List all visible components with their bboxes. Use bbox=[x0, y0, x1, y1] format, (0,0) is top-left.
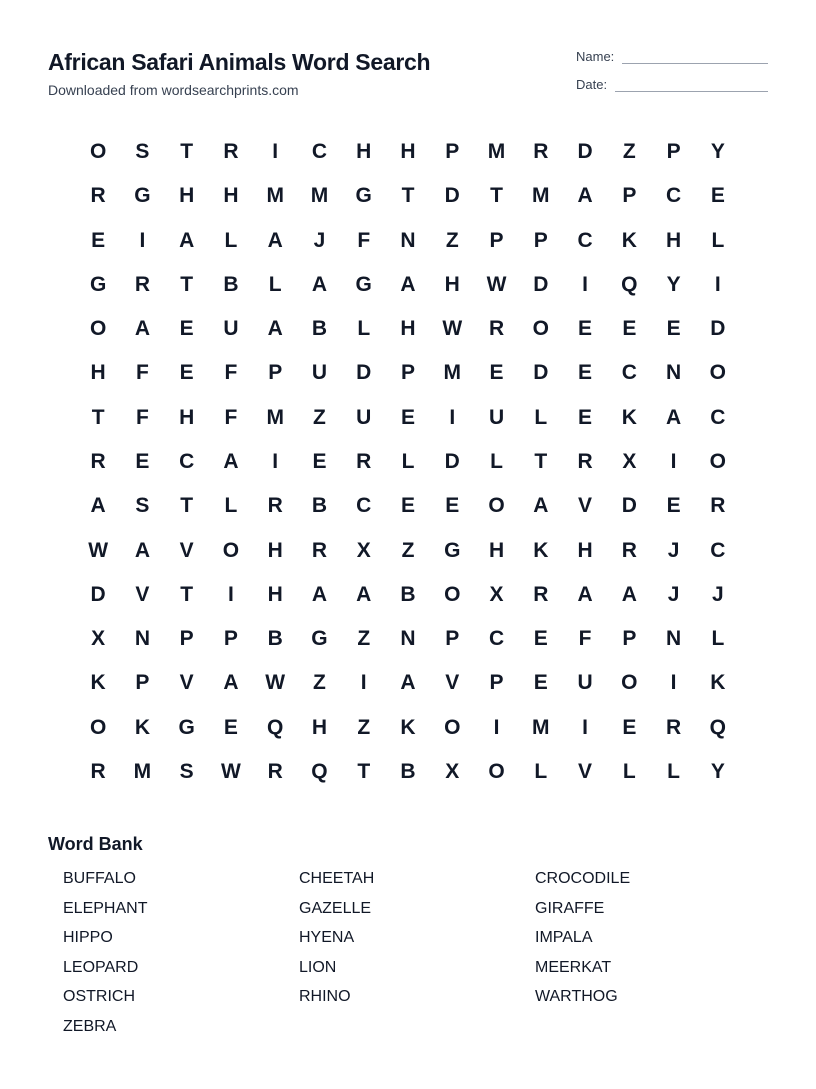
grid-cell[interactable]: H bbox=[488, 538, 505, 562]
grid-cell[interactable]: P bbox=[179, 627, 194, 651]
grid-cell[interactable]: L bbox=[667, 759, 680, 783]
grid-cell[interactable]: T bbox=[180, 494, 194, 518]
grid-cell[interactable]: R bbox=[267, 759, 283, 783]
grid-cell[interactable]: J bbox=[667, 582, 680, 606]
grid-cell[interactable]: Z bbox=[445, 228, 459, 252]
grid-cell[interactable]: N bbox=[666, 627, 682, 651]
word-bank-item: GAZELLE bbox=[299, 899, 372, 917]
grid-cell[interactable]: D bbox=[710, 317, 726, 341]
grid-cell[interactable]: H bbox=[311, 715, 328, 739]
grid-cell[interactable]: Y bbox=[710, 140, 725, 164]
grid-cell[interactable]: P bbox=[223, 627, 238, 651]
grid-cell[interactable]: R bbox=[533, 140, 549, 164]
grid-cell[interactable]: A bbox=[621, 582, 637, 606]
word-bank-item: RHINO bbox=[299, 988, 351, 1006]
grid-cell[interactable]: X bbox=[489, 582, 504, 606]
grid-cell[interactable]: U bbox=[223, 317, 239, 341]
grid-cell[interactable]: O bbox=[709, 361, 727, 385]
grid-cell[interactable]: H bbox=[356, 140, 372, 164]
grid-cell[interactable]: P bbox=[622, 627, 637, 651]
grid-cell[interactable]: K bbox=[400, 715, 416, 739]
grid-cell[interactable]: V bbox=[179, 671, 194, 695]
grid-cell[interactable]: O bbox=[89, 715, 107, 739]
grid-cell[interactable]: I bbox=[272, 449, 279, 473]
grid-cell[interactable]: A bbox=[400, 272, 416, 296]
grid-cell[interactable]: E bbox=[91, 228, 106, 252]
grid-cell[interactable]: J bbox=[712, 582, 724, 606]
grid-cell[interactable]: V bbox=[179, 538, 194, 562]
grid-cell[interactable]: E bbox=[312, 449, 327, 473]
grid-cell[interactable]: P bbox=[622, 184, 637, 208]
grid-cell[interactable]: B bbox=[400, 582, 416, 606]
grid-cell[interactable]: G bbox=[355, 272, 372, 296]
grid-cell[interactable]: W bbox=[265, 671, 286, 695]
grid-cell[interactable]: Y bbox=[666, 272, 681, 296]
grid-cell[interactable]: P bbox=[489, 228, 504, 252]
grid-cell[interactable]: B bbox=[311, 494, 328, 518]
grid-cell[interactable]: E bbox=[489, 361, 504, 385]
grid-cell[interactable]: A bbox=[400, 671, 416, 695]
grid-cell[interactable]: W bbox=[221, 759, 241, 783]
grid-cell[interactable]: D bbox=[533, 272, 549, 296]
grid-cell[interactable]: I bbox=[670, 671, 677, 695]
grid-cell[interactable]: M bbox=[310, 184, 329, 208]
grid-cell[interactable]: V bbox=[578, 494, 593, 518]
grid-cell[interactable]: A bbox=[134, 317, 150, 341]
date-label: Date: bbox=[576, 77, 608, 92]
grid-cell[interactable]: O bbox=[488, 759, 505, 783]
grid-cell[interactable]: X bbox=[356, 538, 371, 562]
grid-cell[interactable]: D bbox=[444, 449, 460, 473]
grid-cell[interactable]: W bbox=[486, 272, 507, 296]
grid-cell[interactable]: J bbox=[667, 538, 680, 562]
grid-cell[interactable]: H bbox=[179, 184, 195, 208]
grid-cell[interactable]: U bbox=[356, 405, 372, 429]
grid-cell[interactable]: C bbox=[356, 494, 372, 518]
grid-cell[interactable]: Q bbox=[311, 759, 328, 783]
grid-cell[interactable]: R bbox=[223, 140, 239, 164]
grid-cell[interactable]: A bbox=[223, 449, 239, 473]
grid-cell[interactable]: X bbox=[622, 449, 637, 473]
grid-cell[interactable]: E bbox=[135, 449, 150, 473]
grid-cell[interactable]: A bbox=[577, 184, 593, 208]
grid-cell[interactable]: U bbox=[311, 361, 328, 385]
grid-cell[interactable]: B bbox=[311, 317, 328, 341]
grid-cell[interactable]: V bbox=[135, 582, 150, 606]
grid-cell[interactable]: A bbox=[577, 582, 593, 606]
grid-cell[interactable]: O bbox=[444, 582, 461, 606]
word-bank-item: GIRAFFE bbox=[535, 899, 605, 917]
word-bank-item: WARTHOG bbox=[535, 988, 618, 1006]
grid-cell[interactable]: F bbox=[578, 627, 592, 651]
grid-cell[interactable]: T bbox=[534, 449, 548, 473]
grid-cell[interactable]: H bbox=[223, 184, 239, 208]
grid-cell[interactable]: L bbox=[224, 228, 238, 252]
grid-cell[interactable]: M bbox=[133, 759, 152, 783]
grid-cell[interactable]: H bbox=[666, 228, 682, 252]
grid-cell[interactable]: R bbox=[90, 449, 106, 473]
date-field bbox=[576, 74, 768, 92]
grid-cell[interactable]: L bbox=[622, 759, 636, 783]
grid-cell[interactable]: E bbox=[578, 361, 593, 385]
grid-cell[interactable]: F bbox=[135, 361, 149, 385]
grid-cell[interactable]: Z bbox=[357, 715, 371, 739]
grid-cell[interactable]: F bbox=[224, 405, 238, 429]
grid-cell[interactable]: M bbox=[266, 184, 284, 208]
grid-cell[interactable]: P bbox=[533, 228, 548, 252]
grid-cell[interactable]: A bbox=[267, 228, 283, 252]
grid-cell[interactable]: P bbox=[666, 140, 681, 164]
grid-cell[interactable]: C bbox=[710, 538, 726, 562]
grid-cell[interactable]: N bbox=[400, 228, 416, 252]
word-bank-item: MEERKAT bbox=[535, 958, 612, 976]
grid-cell[interactable]: K bbox=[710, 671, 726, 695]
grid-cell[interactable]: V bbox=[445, 671, 460, 695]
grid-cell[interactable]: W bbox=[442, 317, 463, 341]
word-bank-item: LION bbox=[299, 958, 337, 976]
grid-cell[interactable]: O bbox=[89, 317, 107, 341]
word-bank bbox=[63, 868, 771, 1046]
grid-cell[interactable]: I bbox=[228, 582, 234, 606]
name-field bbox=[576, 46, 768, 64]
grid-cell[interactable]: E bbox=[710, 184, 725, 208]
grid-cell[interactable]: F bbox=[357, 228, 371, 252]
grid-cell[interactable]: H bbox=[267, 538, 283, 562]
grid-cell[interactable]: G bbox=[89, 272, 107, 296]
grid-cell[interactable]: T bbox=[490, 184, 503, 208]
grid-cell[interactable]: E bbox=[666, 494, 681, 518]
grid-cell[interactable]: Q bbox=[267, 715, 284, 739]
grid-cell[interactable]: H bbox=[400, 140, 416, 164]
grid-cell[interactable]: V bbox=[578, 759, 593, 783]
grid-cell[interactable]: I bbox=[582, 272, 588, 296]
grid-cell[interactable]: Q bbox=[621, 272, 638, 296]
grid-cell[interactable]: L bbox=[490, 449, 503, 473]
letter-grid bbox=[76, 130, 740, 794]
grid-cell[interactable]: B bbox=[223, 272, 239, 296]
grid-cell[interactable]: Q bbox=[709, 715, 727, 739]
grid-cell[interactable]: A bbox=[223, 671, 239, 695]
grid-cell[interactable]: O bbox=[621, 671, 638, 695]
grid-cell[interactable]: O bbox=[444, 715, 461, 739]
grid-cell[interactable]: Y bbox=[710, 759, 725, 783]
grid-cell[interactable]: A bbox=[666, 405, 682, 429]
word-bank-item: OSTRICH bbox=[63, 988, 135, 1006]
grid-cell[interactable]: D bbox=[577, 140, 593, 164]
grid-cell[interactable]: Z bbox=[622, 140, 636, 164]
grid-cell[interactable]: H bbox=[179, 405, 195, 429]
grid-cell[interactable]: G bbox=[444, 538, 461, 562]
grid-cell[interactable]: A bbox=[267, 317, 283, 341]
grid-cell[interactable]: T bbox=[357, 759, 371, 783]
grid-cell[interactable]: M bbox=[532, 715, 550, 739]
word-bank-item: CHEETAH bbox=[299, 870, 375, 887]
grid-cell[interactable]: Z bbox=[313, 405, 326, 429]
grid-cell[interactable]: E bbox=[533, 627, 548, 651]
date-line[interactable] bbox=[615, 91, 768, 92]
grid-cell[interactable]: H bbox=[400, 317, 416, 341]
grid-cell[interactable]: L bbox=[268, 272, 282, 296]
grid-cell[interactable]: G bbox=[178, 715, 195, 739]
grid-cell[interactable]: M bbox=[532, 184, 550, 208]
word-bank-title: Word Bank bbox=[48, 834, 143, 854]
word-bank-item: BUFFALO bbox=[63, 870, 136, 887]
page-subtitle: Downloaded from wordsearchprints.com bbox=[48, 82, 299, 98]
grid-cell[interactable]: R bbox=[710, 494, 726, 518]
grid-cell[interactable]: R bbox=[666, 715, 682, 739]
grid-cell[interactable]: L bbox=[711, 228, 725, 252]
grid-cell[interactable]: D bbox=[90, 582, 106, 606]
grid-cell[interactable]: D bbox=[621, 494, 637, 518]
grid-cell[interactable]: P bbox=[400, 361, 415, 385]
grid-cell[interactable]: L bbox=[401, 449, 415, 473]
grid-cell[interactable]: E bbox=[578, 317, 593, 341]
grid-cell[interactable]: L bbox=[534, 405, 548, 429]
grid-cell[interactable]: R bbox=[134, 272, 150, 296]
grid-cell[interactable]: C bbox=[179, 449, 195, 473]
grid-cell[interactable]: T bbox=[91, 405, 105, 429]
grid-cell[interactable]: M bbox=[266, 405, 284, 429]
grid-cell[interactable]: O bbox=[488, 494, 505, 518]
grid-cell[interactable]: D bbox=[356, 361, 372, 385]
grid-cell[interactable]: A bbox=[134, 538, 150, 562]
grid-cell[interactable]: M bbox=[443, 361, 461, 385]
grid-cell[interactable]: K bbox=[621, 228, 637, 252]
grid-cell[interactable]: U bbox=[488, 405, 505, 429]
grid-cell[interactable]: R bbox=[577, 449, 593, 473]
grid-cell[interactable]: A bbox=[311, 272, 328, 296]
grid-cell[interactable]: P bbox=[489, 671, 504, 695]
grid-cell[interactable]: J bbox=[313, 228, 326, 252]
grid-cell[interactable]: N bbox=[400, 627, 416, 651]
word-bank-item: CROCODILE bbox=[535, 870, 631, 887]
grid-cell[interactable]: K bbox=[90, 671, 106, 695]
grid-cell[interactable]: K bbox=[621, 405, 637, 429]
grid-cell[interactable]: E bbox=[400, 494, 415, 518]
grid-cell[interactable]: P bbox=[445, 140, 460, 164]
grid-cell[interactable]: C bbox=[666, 184, 682, 208]
name-line[interactable] bbox=[622, 63, 768, 64]
grid-cell[interactable]: E bbox=[533, 671, 548, 695]
grid-cell[interactable]: C bbox=[311, 140, 328, 164]
grid-cell[interactable]: T bbox=[180, 582, 194, 606]
grid-cell[interactable]: R bbox=[311, 538, 328, 562]
grid-cell[interactable]: I bbox=[360, 671, 367, 695]
grid-cell[interactable]: E bbox=[179, 317, 194, 341]
grid-cell[interactable]: E bbox=[400, 405, 415, 429]
grid-cell[interactable]: Z bbox=[401, 538, 415, 562]
grid-cell[interactable]: W bbox=[88, 538, 109, 562]
grid-cell[interactable]: C bbox=[488, 627, 505, 651]
grid-cell[interactable]: O bbox=[709, 449, 727, 473]
grid-cell[interactable]: T bbox=[180, 272, 194, 296]
name-label: Name: bbox=[576, 49, 615, 64]
grid-cell[interactable]: H bbox=[267, 582, 283, 606]
grid-cell[interactable]: R bbox=[488, 317, 505, 341]
grid-cell[interactable]: N bbox=[134, 627, 150, 651]
grid-cell[interactable]: I bbox=[670, 449, 677, 473]
grid-cell[interactable]: S bbox=[135, 140, 150, 164]
grid-cell[interactable]: E bbox=[666, 317, 681, 341]
page-title: African Safari Animals Word Search bbox=[48, 49, 431, 75]
grid-cell[interactable]: I bbox=[714, 272, 721, 296]
word-bank-item: ELEPHANT bbox=[63, 899, 148, 917]
grid-cell[interactable]: H bbox=[577, 538, 593, 562]
grid-cell[interactable]: A bbox=[356, 582, 372, 606]
grid-cell[interactable]: D bbox=[444, 184, 460, 208]
grid-cell[interactable]: P bbox=[445, 627, 460, 651]
word-bank-item: HIPPO bbox=[63, 929, 113, 947]
grid-cell[interactable]: H bbox=[90, 361, 106, 385]
grid-cell[interactable]: I bbox=[272, 140, 279, 164]
grid-cell[interactable]: R bbox=[90, 759, 106, 783]
grid-cell[interactable]: T bbox=[401, 184, 415, 208]
grid-cell[interactable]: O bbox=[89, 140, 107, 164]
word-bank-item: ZEBRA bbox=[63, 1017, 117, 1035]
grid-cell[interactable]: E bbox=[445, 494, 460, 518]
grid-cell[interactable]: L bbox=[357, 317, 371, 341]
grid-cell[interactable]: H bbox=[444, 272, 460, 296]
grid-cell[interactable]: E bbox=[179, 361, 194, 385]
grid-cell[interactable]: O bbox=[532, 317, 549, 341]
grid-cell[interactable]: G bbox=[134, 184, 151, 208]
grid-cell[interactable]: A bbox=[179, 228, 195, 252]
grid-cell[interactable]: A bbox=[90, 494, 106, 518]
grid-cell[interactable]: G bbox=[355, 184, 372, 208]
word-bank-item: HYENA bbox=[299, 929, 355, 947]
grid-cell[interactable]: E bbox=[223, 715, 238, 739]
grid-cell[interactable]: F bbox=[224, 361, 238, 385]
grid-cell[interactable]: T bbox=[180, 140, 194, 164]
grid-cell[interactable]: E bbox=[622, 715, 637, 739]
grid-cell[interactable]: B bbox=[267, 627, 283, 651]
grid-cell[interactable]: L bbox=[534, 759, 548, 783]
grid-cell[interactable]: L bbox=[711, 627, 725, 651]
grid-cell[interactable]: X bbox=[91, 627, 106, 651]
grid-cell[interactable]: U bbox=[577, 671, 593, 695]
grid-cell[interactable]: K bbox=[134, 715, 150, 739]
grid-cell[interactable]: P bbox=[268, 361, 283, 385]
grid-cell[interactable]: R bbox=[356, 449, 372, 473]
grid-cell[interactable]: G bbox=[311, 627, 328, 651]
grid-cell[interactable]: B bbox=[400, 759, 416, 783]
grid-cell[interactable]: R bbox=[621, 538, 637, 562]
grid-cell[interactable]: R bbox=[267, 494, 283, 518]
grid-cell[interactable]: O bbox=[222, 538, 240, 562]
grid-cell[interactable]: C bbox=[577, 228, 593, 252]
grid-cell[interactable]: I bbox=[582, 715, 588, 739]
grid-cell[interactable]: R bbox=[533, 582, 549, 606]
grid-cell[interactable]: I bbox=[449, 405, 456, 429]
grid-cell[interactable]: Z bbox=[357, 627, 371, 651]
grid-cell[interactable]: S bbox=[179, 759, 194, 783]
grid-cell[interactable]: F bbox=[135, 405, 149, 429]
grid-cell[interactable]: K bbox=[533, 538, 549, 562]
grid-cell[interactable]: S bbox=[135, 494, 150, 518]
grid-cell[interactable]: L bbox=[224, 494, 238, 518]
grid-cell[interactable]: C bbox=[710, 405, 726, 429]
grid-cell[interactable]: N bbox=[666, 361, 682, 385]
grid-cell[interactable]: C bbox=[621, 361, 637, 385]
word-bank-item: LEOPARD bbox=[63, 958, 139, 976]
grid-cell[interactable]: R bbox=[90, 184, 106, 208]
grid-cell[interactable]: M bbox=[487, 140, 506, 164]
grid-cell[interactable]: A bbox=[311, 582, 328, 606]
grid-cell[interactable]: P bbox=[135, 671, 150, 695]
grid-cell[interactable]: D bbox=[533, 361, 549, 385]
grid-cell[interactable]: I bbox=[493, 715, 500, 739]
grid-cell[interactable]: I bbox=[139, 228, 146, 252]
grid-cell[interactable]: E bbox=[578, 405, 593, 429]
grid-cell[interactable]: X bbox=[445, 759, 460, 783]
word-bank-item: IMPALA bbox=[535, 929, 593, 947]
grid-cell[interactable]: A bbox=[533, 494, 549, 518]
grid-cell[interactable]: E bbox=[622, 317, 637, 341]
grid-cell[interactable]: Z bbox=[313, 671, 326, 695]
